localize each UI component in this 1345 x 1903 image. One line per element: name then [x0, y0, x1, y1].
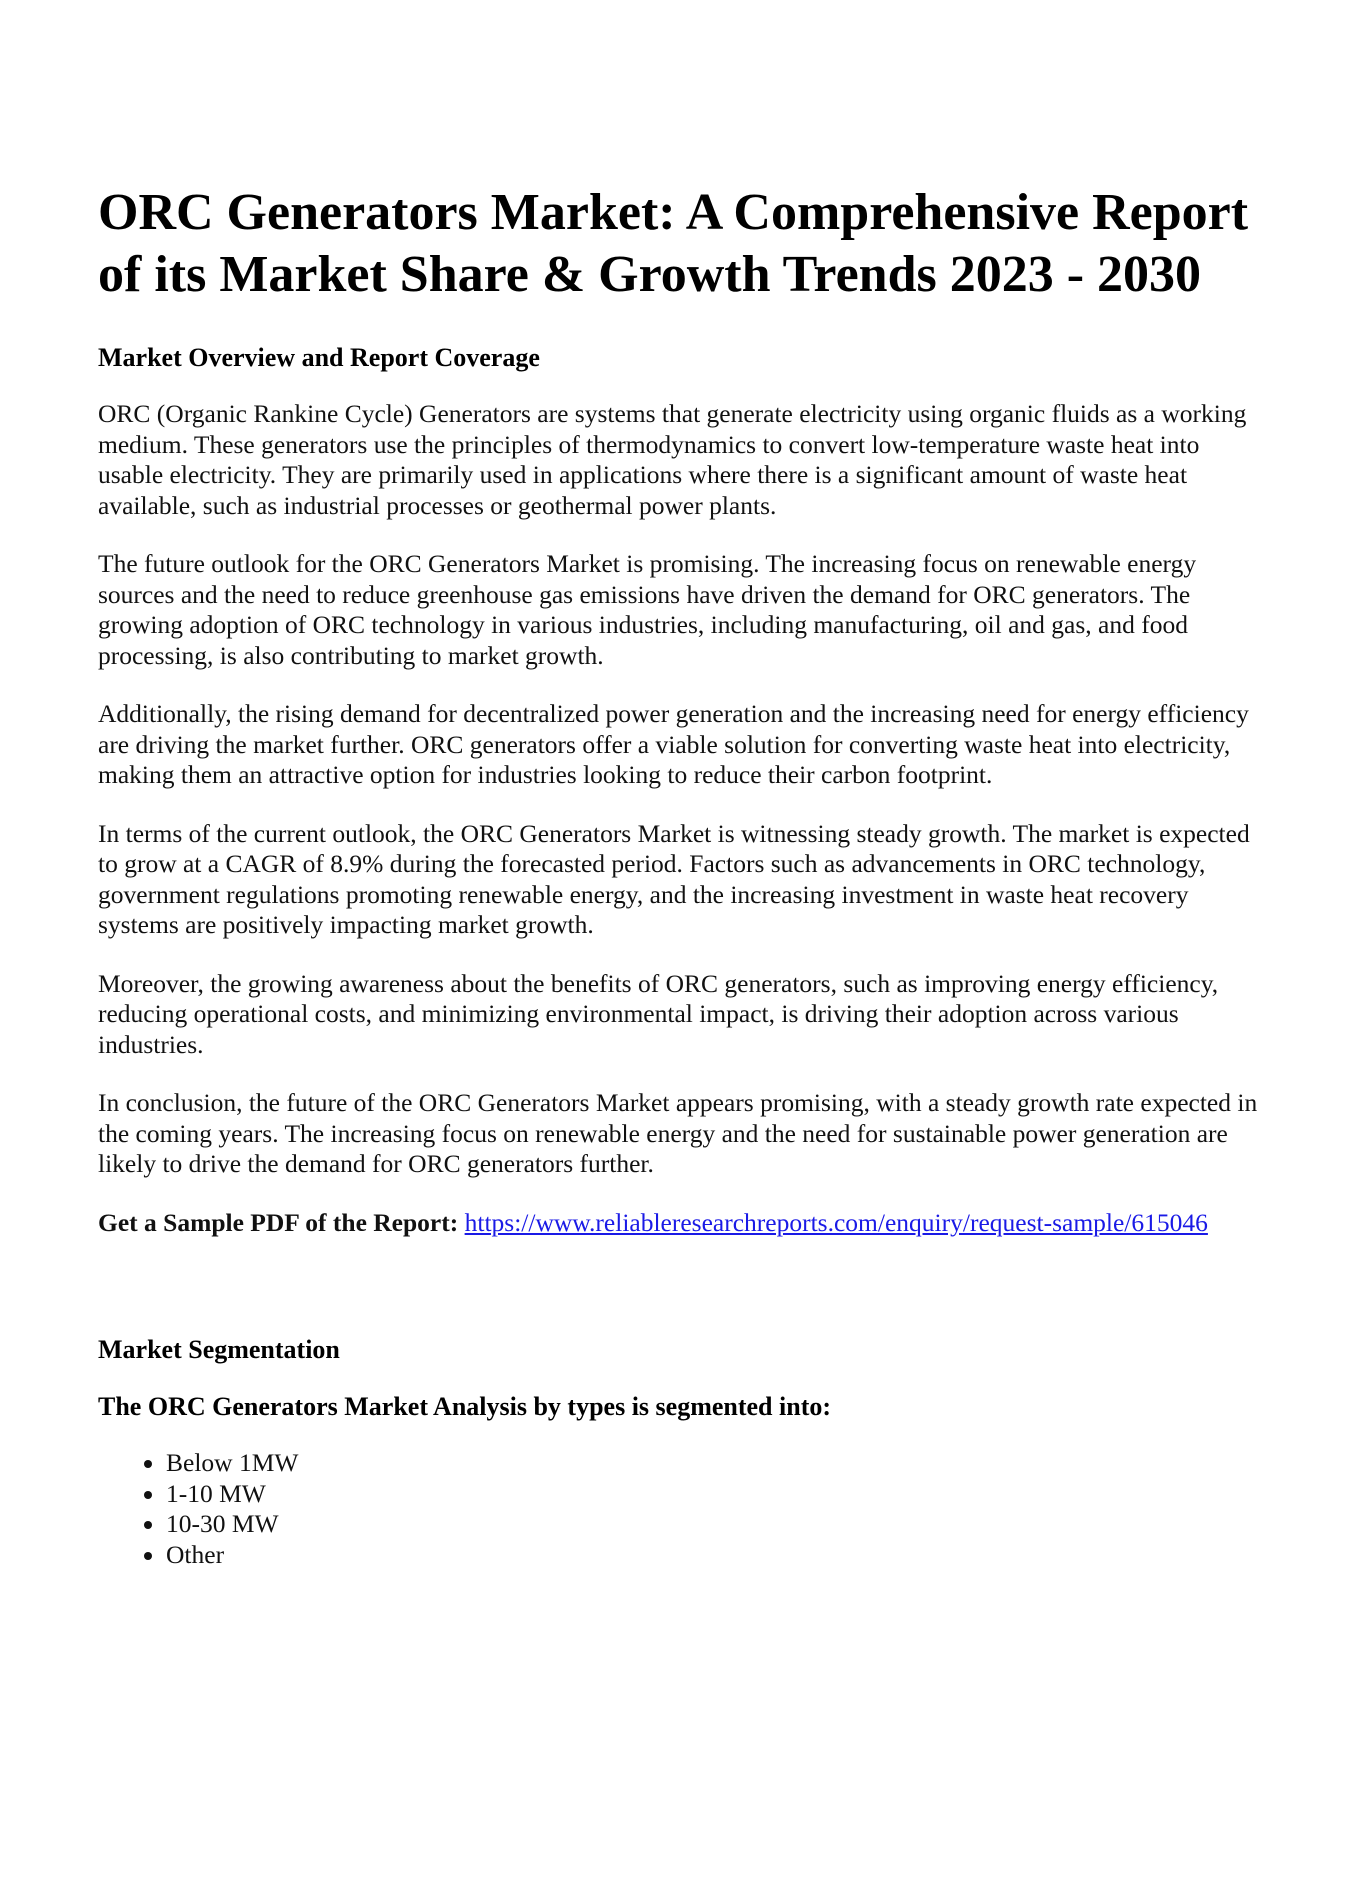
paragraph: In conclusion, the future of the ORC Generators Market appears promising, with a steady growth rate expected in the coming years. The increasing focus on renewable energy and the need for sustainable power generation are likely to drive the demand for ORC generators further.: [98, 1088, 1258, 1178]
paragraph: In terms of the current outlook, the ORC Generators Market is witnessing steady growth. The market is expected to grow at a CAGR of 8.9% during the forecasted period. Factors such as advancements in ORC technology, government regulations promoting renewable energy, and the increasing investment in waste heat recovery systems are positively impacting market growth.: [98, 818, 1250, 939]
list-item: • Below 1MW: [166, 1448, 1258, 1479]
list-item: • Other: [166, 1540, 1258, 1571]
section-heading-segmentation: Market Segmentation: [98, 1335, 340, 1364]
section-heading-overview: Market Overview and Report Coverage: [98, 343, 540, 372]
page-title: ORC Generators Market: A Comprehensive Report of its Market Share & Growth Trends 2023 - 2030: [98, 184, 1249, 303]
paragraph: Moreover, the growing awareness about the benefits of ORC generators, such as improving energy efficiency, reducing operational costs, and minimizing environmental impact, is driving their adoption across various industries.: [98, 968, 1219, 1059]
sample-pdf-link[interactable]: https://www.reliableresearchreports.com/enquiry/request-sample/615046: [464, 1207, 1208, 1237]
list-item: • 10-30 MW: [166, 1509, 1258, 1540]
sample-pdf-label: Get a Sample PDF of the Report:: [98, 1207, 459, 1237]
section-spacer: [98, 1238, 1258, 1334]
document-page: [98, 182, 1258, 1570]
paragraph: The future outlook for the ORC Generators Market is promising. The increasing focus on renewable energy sources and the need to reduce greenhouse gas emissions have driven the demand for ORC generators. The growing adoption of ORC technology in various industries, including manufacturing, oil and gas, and food processing, is also contributing to market growth.: [98, 549, 1197, 670]
paragraph: ORC (Organic Rankine Cycle) Generators are systems that generate electricity using organic fluids as a working medium. These generators use the principles of thermodynamics to convert low-temperature waste heat into usable electricity. They are primarily used in applications where there is a significant amount of waste heat available, such as industrial processes or geothermal power plants.: [98, 399, 1247, 520]
types-list: [98, 1448, 1258, 1570]
types-heading: The ORC Generators Market Analysis by types is segmented into:: [98, 1392, 832, 1421]
paragraph: Additionally, the rising demand for decentralized power generation and the increasing need for energy efficiency are driving the market further. ORC generators offer a viable solution for converting waste heat into electricity, making them an attractive option for industries looking to reduce their carbon footprint.: [98, 699, 1249, 789]
list-item: • 1-10 MW: [166, 1479, 1258, 1510]
sample-pdf-line: [98, 1208, 1258, 1239]
